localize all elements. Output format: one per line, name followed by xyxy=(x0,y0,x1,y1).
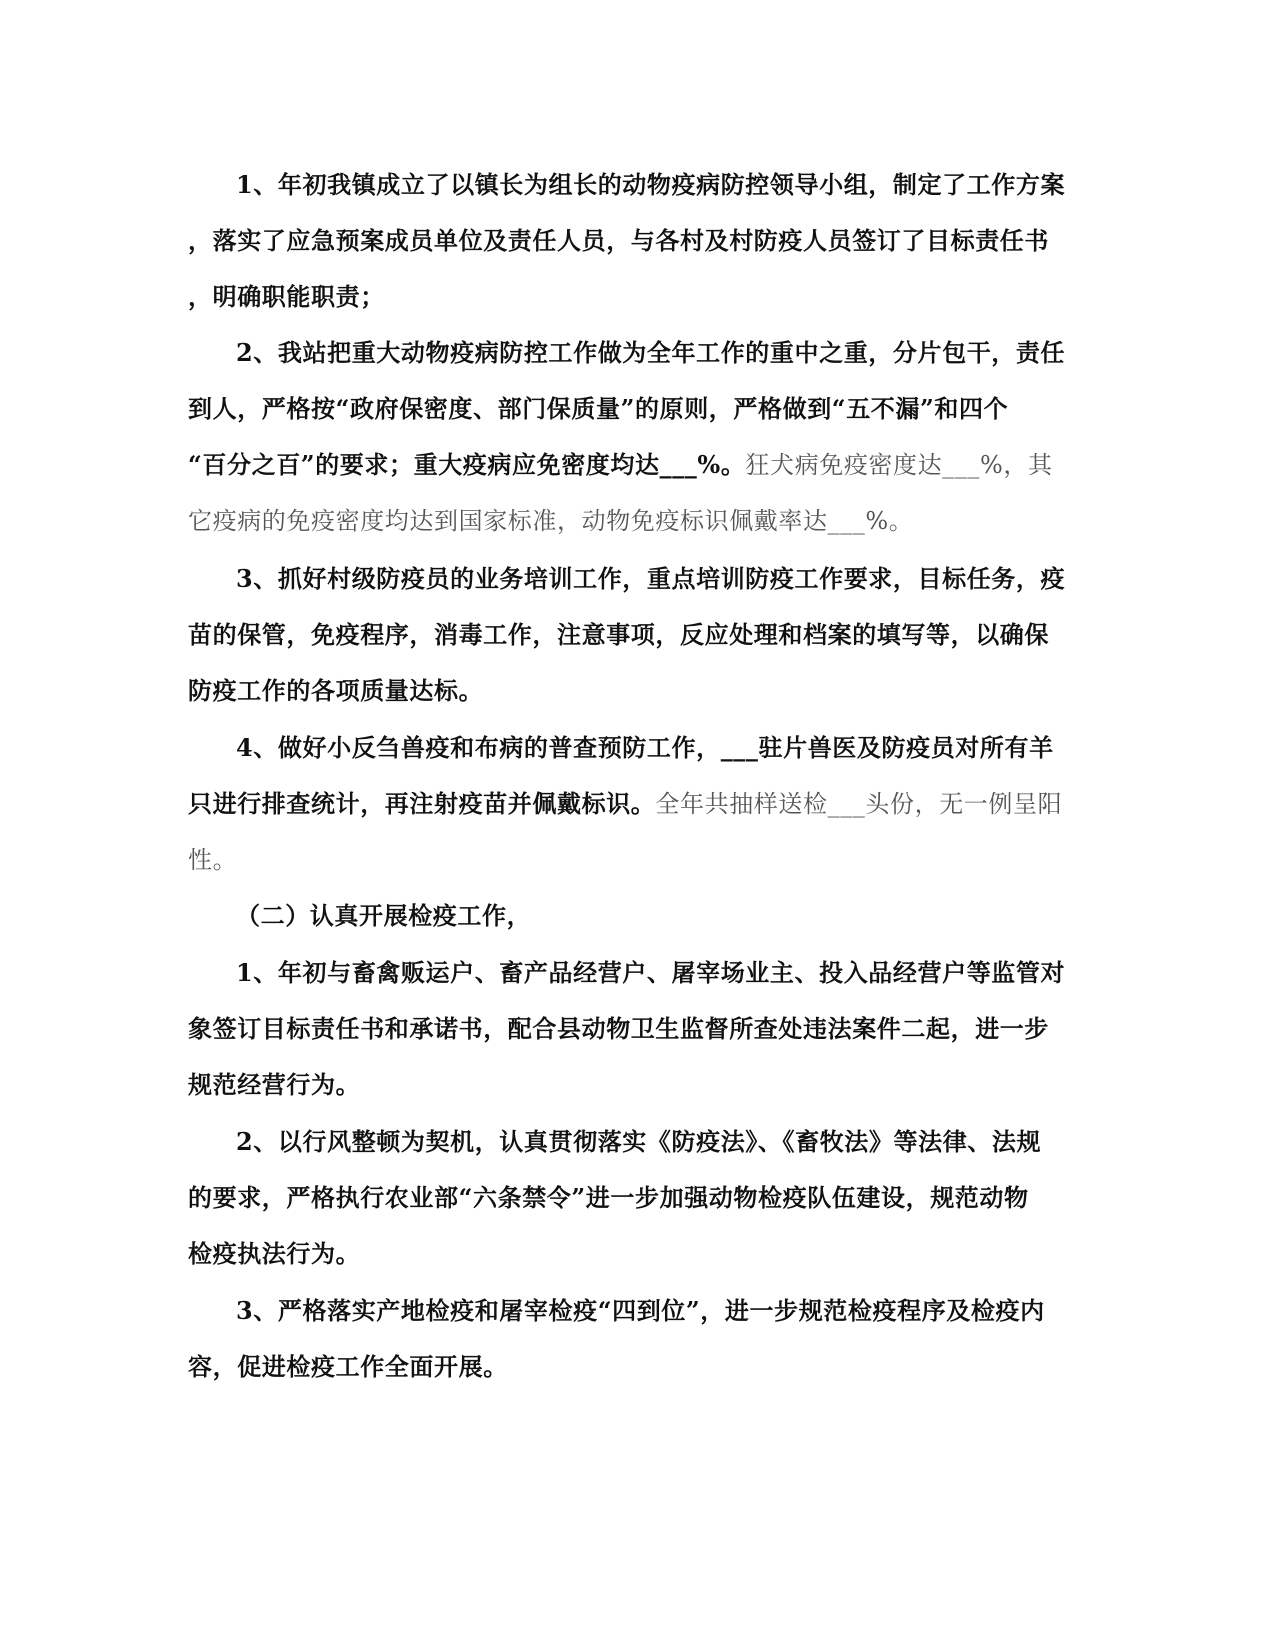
text-line: 4、做好小反刍兽疫和布病的普查预防工作，___驻片兽医及防疫员对所有羊 xyxy=(236,733,1054,762)
text-line: 苗的保管，免疫程序，消毒工作，注意事项，反应处理和档案的填写等，以确保 xyxy=(188,620,1049,649)
text-line-mixed xyxy=(188,437,1068,493)
text-line: 容，促进检疫工作全面开展。 xyxy=(188,1352,508,1381)
paragraph-village-training xyxy=(188,551,1068,719)
text-line: 规范经营行为。 xyxy=(188,1070,361,1099)
paragraph-four-in-place xyxy=(188,1283,1068,1395)
text-line: 象签订目标责任书和承诺书，配合县动物卫生监督所查处违法案件二起，进一步 xyxy=(188,1014,1049,1043)
paragraph-law-enforcement xyxy=(188,1114,1068,1282)
paragraph-ppr-brucellosis xyxy=(188,720,1068,888)
text-line: 检疫执法行为。 xyxy=(188,1239,361,1268)
section-heading-text: （二）认真开展检疫工作， xyxy=(236,901,532,930)
text-line: 到人，严格按“政府保密度、部门保质量”的原则，严格做到“五不漏”和四个 xyxy=(188,394,1009,423)
paragraph-major-disease-control xyxy=(188,325,1068,549)
section-heading-quarantine xyxy=(188,888,1068,944)
text-line: 它疫病的免疫密度均达到国家标准，动物免疫标识佩戴率达___%。 xyxy=(188,507,914,535)
paragraph-leadership-group xyxy=(188,157,1068,325)
text-line: 的要求，严格执行农业部“六条禁令”进一步加强动物检疫队伍建设，规范动物 xyxy=(188,1183,1029,1212)
text-line: 性。 xyxy=(188,846,238,874)
text-line: 防疫工作的各项质量达标。 xyxy=(188,676,484,705)
text-line: 1、年初我镇成立了以镇长为组长的动物疫病防控领导小组，制定了工作方案 xyxy=(236,170,1066,199)
text-line: 2、以行风整顿为契机，认真贯彻落实《防疫法》、《畜牧法》等法律、法规 xyxy=(236,1127,1042,1156)
text-segment-light: 全年共抽样送检___头份，无一例呈阳 xyxy=(655,790,1063,818)
text-line: ，明确职能职责； xyxy=(188,282,385,311)
text-line-mixed xyxy=(188,776,1068,832)
text-segment-bold: “百分之百”的要求；重大疫病应免密度均达___%。 xyxy=(188,450,746,479)
paragraph-responsibility-agreements xyxy=(188,945,1068,1113)
text-line: 2、我站把重大动物疫病防控工作做为全年工作的重中之重，分片包干，责任 xyxy=(236,338,1066,367)
text-line: 3、抓好村级防疫员的业务培训工作，重点培训防疫工作要求，目标任务，疫 xyxy=(236,564,1066,593)
text-line: ，落实了应急预案成员单位及责任人员，与各村及村防疫人员签订了目标责任书 xyxy=(188,226,1049,255)
text-line: 1、年初与畜禽贩运户、畜产品经营户、屠宰场业主、投入品经营户等监管对 xyxy=(236,958,1066,987)
text-line: 3、严格落实产地检疫和屠宰检疫“四到位”，进一步规范检疫程序及检疫内 xyxy=(236,1296,1045,1325)
text-segment-light: 狂犬病免疫密度达___%，其 xyxy=(745,451,1053,479)
text-segment-bold: 只进行排查统计，再注射疫苗并佩戴标识。 xyxy=(188,789,656,818)
